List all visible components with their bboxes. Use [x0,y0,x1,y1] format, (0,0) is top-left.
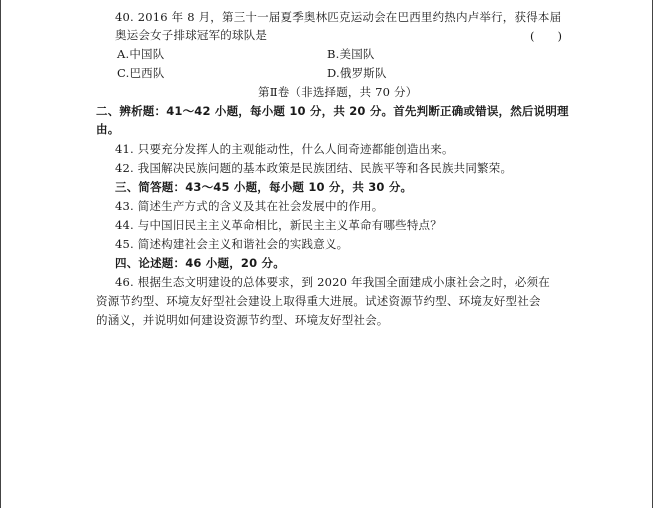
q45-text: 45. 简述构建社会主义和谐社会的实践意义。 [115,237,349,251]
section4-heading: 四、论述题：46 小题，20 分。 [115,256,285,270]
q46-line2: 资源节约型、环境友好型社会建设上取得重大进展。试述资源节约型、环境友好型社会 [96,294,541,308]
q40-option-b: B.美国队 [327,47,375,61]
q40-option-d: D.俄罗斯队 [327,66,387,80]
q40-line1: 40. 2016 年 8 月，第三十一届夏季奥林匹克运动会在巴西里约热内卢举行，获得本届 [115,10,562,24]
q44-text: 44. 与中国旧民主主义革命相比，新民主主义革命有哪些特点？ [115,218,442,232]
q40-answer-paren: ( ) [530,29,562,43]
section3-heading: 三、简答题：43～45 小题，每小题 10 分，共 30 分。 [115,180,413,194]
q41-text: 41. 只要充分发挥人的主观能动性，什么人间奇迹都能创造出来。 [115,142,454,156]
q40-option-a: A.中国队 [117,47,165,61]
section2-heading: 二、辨析题：41～42 小题，每小题 10 分，共 20 分。首先判断正确或错误，然后说明理 [96,104,569,118]
q40-option-c: C.巴西队 [117,66,165,80]
q43-text: 43. 简述生产方式的含义及其在社会发展中的作用。 [115,199,384,213]
section2-heading-cont: 由。 [96,122,120,136]
part2-title: 第Ⅱ卷（非选择题，共 70 分） [258,85,418,99]
q40-line2: 奥运会女子排球冠军的球队是 [115,28,268,42]
q46-line1: 46. 根据生态文明建设的总体要求，到 2020 年我国全面建成小康社会之时，必须在 [115,275,550,289]
q42-text: 42. 我国解决民族问题的基本政策是民族团结、民族平等和各民族共同繁荣。 [115,161,513,175]
q46-line3: 的涵义，并说明如何建设资源节约型、环境友好型社会。 [96,313,389,327]
